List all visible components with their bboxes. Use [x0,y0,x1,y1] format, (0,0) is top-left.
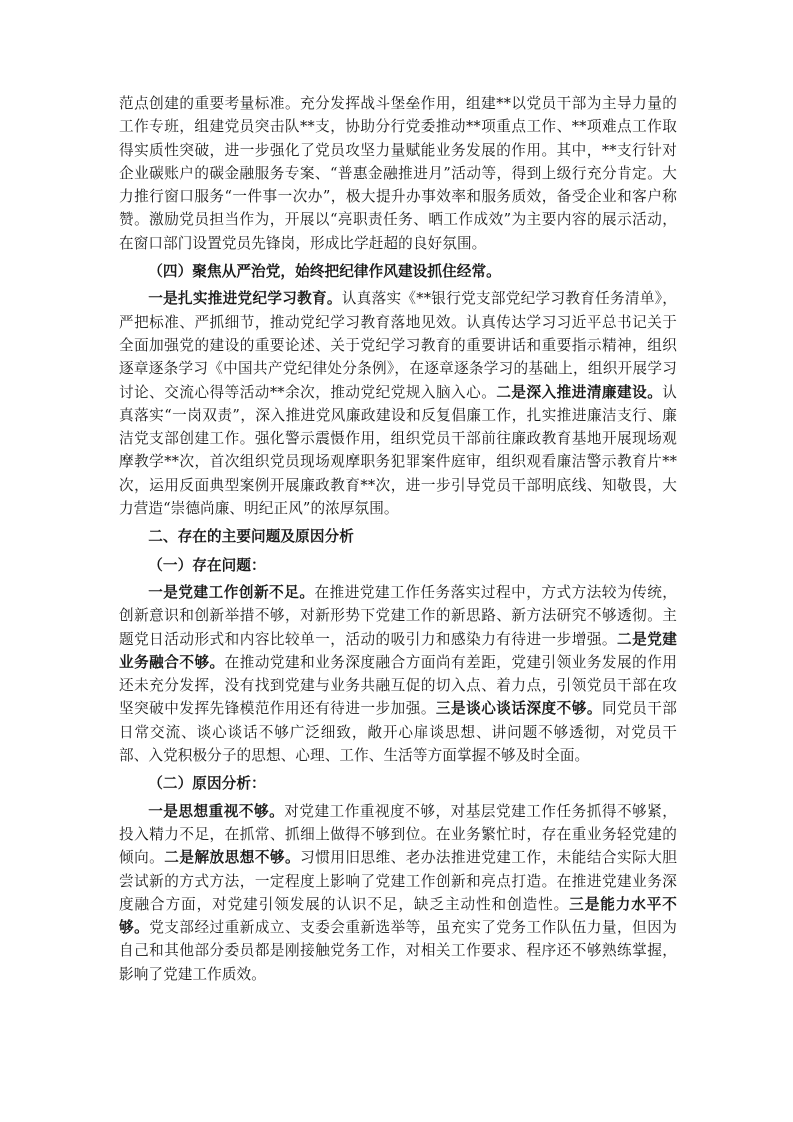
lead-emancipate-mind: 二是解放思想不够。 [164,849,301,867]
text-integrity-building: 认真落实“一岗双责”，深入推进党风廉政建设和反复倡廉工作，扎实推进廉洁支行、廉洁党支部创建工作。强化警示震慑作用，组织党员干部前往廉政教育基地开展现场观摩教学**次，首次组织党员现场观摩职务犯罪案件庭审，组织观看廉洁警示教育片**次，运用反面典型案例开展廉政教育**次，进一步引导党员干部明底线、知敬畏，大力营造“崇德尚廉、明纪正风”的浓厚氛围。 [119,383,677,518]
text-emancipate-mind: 习惯用旧思维、老办法推进党建工作，未能结合实际大胆尝试新的方式方法，一定程度上影响了党建工作创新和亮点打造。在推进党建业务深度融合方面，对党建引领发展的认识不足，缺乏主动性和创造性。 [119,849,677,913]
paragraph-problems [119,581,677,767]
subheading-existing-problems: （一）存在问题： [148,556,266,574]
text-integration-insufficient: 在推动党建和业务深度融合方面尚有差距，党建引领业务发展的作用还未充分发挥，没有找到党建与业务共融互促的切入点、着力点，引领党员干部在攻坚突破中发挥先锋模范作用还有待进一步加强。 [119,653,677,718]
text-innovation-insufficient: 在推进党建工作任务落实过程中，方式方法较为传统，创新意识和创新举措不够，对新形势下党建工作的新思路、新方法研究不够透彻。主题党日活动形式和内容比较单一，活动的吸引力和感染力有待进一步增强。 [119,583,678,648]
lead-party-discipline-education: 一是扎实推进党纪学习教育。 [148,290,342,308]
section-heading-problems: 二、存在的主要问题及原因分析 [148,528,354,546]
lead-ideological-attention: 一是思想重视不够。 [148,802,285,820]
paragraph-causes [119,800,677,986]
paragraph-party-building: 范点创建的重要考量标准。充分发挥战斗堡垒作用，组建**以党员干部为主导力量的工作专班，组建党员突击队**支，协助分行党委推动**项重点工作、**项难点工作取得实质性突破，进一步强化了党员攻坚力量赋能业务发展的作用。其中，**支行针对企业碳账户的碳金融服务专案、“普惠金融推进月”活动等，得到上级行充分肯定。大力推行窗口服务“一件事一次办”，极大提升办事效率和服务质效，备受企业和客户称赞。激励党员担当作为，开展以“亮职责任务、晒工作成效”为主要内容的展示活动，在窗口部门设置党员先锋岗，形成比学赶超的良好氛围。 [119,95,677,252]
text-party-discipline-education: 认真落实《**银行党支部党纪学习教育任务清单》，严把标准、严抓细节，推动党纪学习教育落地见效。认真传达学习习近平总书记关于全面加强党的建设的重要论述、关于党纪学习教育的重要讲话和重要指示精神，组织逐章逐条学习《中国共产党纪律处分条例》，在逐章逐条学习的基础上，组织开展学习讨论、交流心得等活动**余次，推动党纪党规入脑入心。 [119,290,677,401]
lead-ability-level: 三是能力水平不够。 [119,895,678,937]
document-body [119,92,677,986]
text-ability-level: 党支部经过重新成立、支委会重新选举等，虽充实了党务工作队伍力量，但因为自己和其他部分委员都是刚接触党务工作，对相关工作要求、程序还不够熟练掌握，影响了党建工作质效。 [119,919,677,983]
lead-integration-insufficient: 二是党建业务融合不够。 [119,630,677,671]
text-talk-depth-insufficient: 同党员干部日常交流、谈心谈话不够广泛细致，敞开心扉谈思想、讲问题不够透彻，对党员干部、入党积极分子的思想、心理、工作、生活等方面掌握不够及时全面。 [119,700,677,765]
heading-strict-governance: （四）聚焦从严治党，始终把纪律作风建设抓住经常。 [148,263,501,281]
lead-innovation-insufficient: 一是党建工作创新不足。 [148,583,315,601]
paragraph-discipline [119,287,677,520]
subheading-cause-analysis: （二）原因分析： [148,775,266,793]
lead-talk-depth-insufficient: 三是谈心谈话深度不够。 [435,700,602,718]
lead-integrity-building: 二是深入推进清廉建设。 [496,383,663,401]
text-ideological-attention: 对党建工作重视度不够，对基层党建工作任务抓得不够紧，投入精力不足，在抓常、抓细上做得不够到位。在业务繁忙时，存在重业务轻党建的倾向。 [119,802,677,867]
